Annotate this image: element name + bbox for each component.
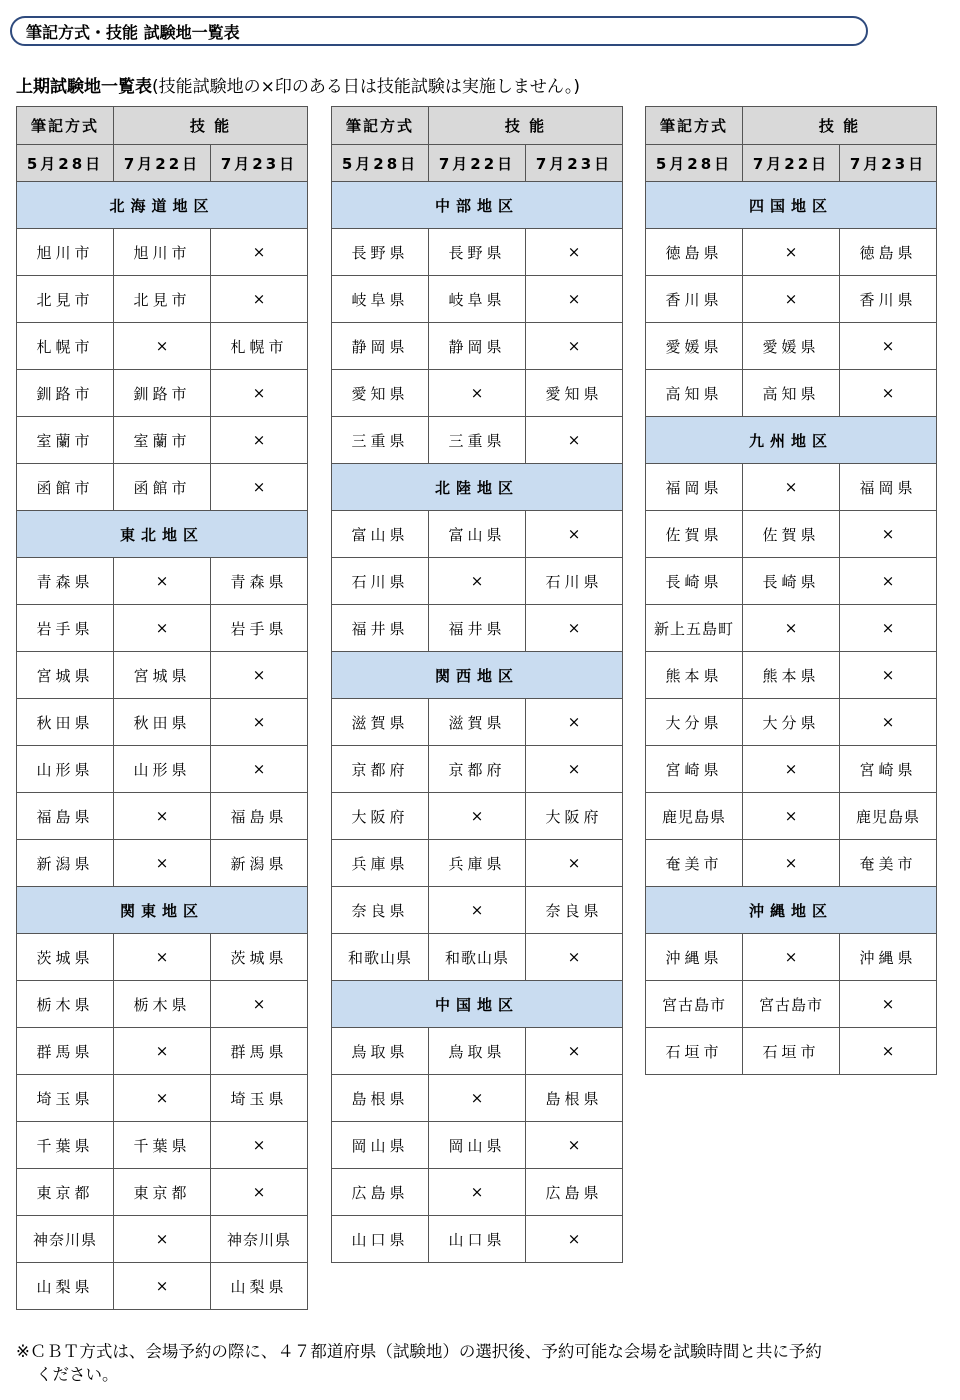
table-row xyxy=(17,699,308,746)
written-method-header: 筆記方式 xyxy=(17,107,114,145)
skill-jul23-cell: × xyxy=(526,934,623,981)
table-row xyxy=(332,511,623,558)
skill-jul22-cell: × xyxy=(114,1028,211,1075)
skill-jul23-cell: × xyxy=(840,511,937,558)
skill-jul22-cell: 岡山県 xyxy=(429,1122,526,1169)
written-venue-cell: 熊本県 xyxy=(646,652,743,699)
table-row xyxy=(332,370,623,417)
skill-jul23-cell: × xyxy=(840,370,937,417)
skill-jul23-cell: 札幌市 xyxy=(211,323,308,370)
skill-jul23-cell: 茨城県 xyxy=(211,934,308,981)
table-row xyxy=(646,558,937,605)
skill-jul23-cell: 埼玉県 xyxy=(211,1075,308,1122)
table-date-row xyxy=(17,145,308,182)
table-row xyxy=(646,323,937,370)
written-venue-cell: 宮古島市 xyxy=(646,981,743,1028)
skill-jul22-cell: × xyxy=(743,276,840,323)
skill-jul22-cell: × xyxy=(429,370,526,417)
skill-header: 技 能 xyxy=(743,107,937,145)
written-venue-cell: 茨城県 xyxy=(17,934,114,981)
written-venue-cell: 山口県 xyxy=(332,1216,429,1263)
skill-jul23-cell: × xyxy=(526,1122,623,1169)
date-header: 7月22日 xyxy=(429,145,526,182)
written-venue-cell: 東京都 xyxy=(17,1169,114,1216)
table-row xyxy=(332,1122,623,1169)
skill-jul23-cell: × xyxy=(211,229,308,276)
written-venue-cell: 鳥取県 xyxy=(332,1028,429,1075)
region-label: 関東地区 xyxy=(17,887,308,934)
skill-jul23-cell: × xyxy=(211,652,308,699)
table-row xyxy=(332,558,623,605)
written-venue-cell: 青森県 xyxy=(17,558,114,605)
region-label: 四国地区 xyxy=(646,182,937,229)
table-header-row xyxy=(17,107,308,145)
skill-jul23-cell: × xyxy=(211,981,308,1028)
written-venue-cell: 兵庫県 xyxy=(332,840,429,887)
skill-jul22-cell: × xyxy=(429,1169,526,1216)
table-row xyxy=(17,746,308,793)
date-header: 7月23日 xyxy=(211,145,308,182)
written-venue-cell: 徳島県 xyxy=(646,229,743,276)
table-row xyxy=(17,370,308,417)
skill-jul22-cell: 静岡県 xyxy=(429,323,526,370)
skill-jul23-cell: × xyxy=(840,558,937,605)
table-row xyxy=(17,229,308,276)
written-venue-cell: 石川県 xyxy=(332,558,429,605)
skill-jul22-cell: × xyxy=(114,840,211,887)
table-row xyxy=(646,1028,937,1075)
skill-jul22-cell: × xyxy=(114,558,211,605)
written-venue-cell: 札幌市 xyxy=(17,323,114,370)
table-row xyxy=(646,511,937,558)
skill-jul22-cell: 宮古島市 xyxy=(743,981,840,1028)
table-row xyxy=(17,1263,308,1310)
written-venue-cell: 島根県 xyxy=(332,1075,429,1122)
region-label: 中部地区 xyxy=(332,182,623,229)
skill-jul22-cell: × xyxy=(743,793,840,840)
skill-jul22-cell: 熊本県 xyxy=(743,652,840,699)
written-venue-cell: 愛媛県 xyxy=(646,323,743,370)
written-venue-cell: 岡山県 xyxy=(332,1122,429,1169)
footnote xyxy=(16,1340,946,1386)
table-header-row xyxy=(332,107,623,145)
written-venue-cell: 釧路市 xyxy=(17,370,114,417)
skill-jul23-cell: × xyxy=(840,605,937,652)
region-label: 関西地区 xyxy=(332,652,623,699)
date-header: 7月22日 xyxy=(743,145,840,182)
table-row xyxy=(17,981,308,1028)
exam-table-left xyxy=(16,106,308,1310)
skill-jul22-cell: × xyxy=(114,793,211,840)
skill-jul22-cell: 旭川市 xyxy=(114,229,211,276)
written-method-header: 筆記方式 xyxy=(646,107,743,145)
table-row xyxy=(332,229,623,276)
table-row xyxy=(332,417,623,464)
skill-jul23-cell: 新潟県 xyxy=(211,840,308,887)
written-venue-cell: 福島県 xyxy=(17,793,114,840)
skill-jul22-cell: 東京都 xyxy=(114,1169,211,1216)
written-venue-cell: 新上五島町 xyxy=(646,605,743,652)
skill-jul22-cell: 山口県 xyxy=(429,1216,526,1263)
skill-jul22-cell: × xyxy=(429,1075,526,1122)
skill-jul23-cell: 群馬県 xyxy=(211,1028,308,1075)
table-row xyxy=(17,323,308,370)
table-row xyxy=(17,1169,308,1216)
skill-jul23-cell: × xyxy=(211,276,308,323)
written-venue-cell: 大阪府 xyxy=(332,793,429,840)
region-row xyxy=(646,887,937,934)
skill-jul23-cell: × xyxy=(526,323,623,370)
written-venue-cell: 大分県 xyxy=(646,699,743,746)
table-row xyxy=(646,370,937,417)
table-row xyxy=(646,229,937,276)
skill-jul22-cell: 宮城県 xyxy=(114,652,211,699)
date-header: 7月23日 xyxy=(526,145,623,182)
footnote-line-1: ※ＣＢＴ方式は、会場予約の際に、４７都道府県（試験地）の選択後、予約可能な会場を試験時間と共に予約 xyxy=(16,1342,822,1361)
table-row xyxy=(646,934,937,981)
table-row xyxy=(17,840,308,887)
skill-jul22-cell: 京都府 xyxy=(429,746,526,793)
skill-jul22-cell: × xyxy=(743,934,840,981)
written-venue-cell: 長野県 xyxy=(332,229,429,276)
skill-jul23-cell: × xyxy=(211,417,308,464)
skill-jul23-cell: 鹿児島県 xyxy=(840,793,937,840)
written-venue-cell: 福岡県 xyxy=(646,464,743,511)
region-label: 中国地区 xyxy=(332,981,623,1028)
skill-jul23-cell: × xyxy=(526,276,623,323)
skill-jul22-cell: 鳥取県 xyxy=(429,1028,526,1075)
written-venue-cell: 奄美市 xyxy=(646,840,743,887)
section-note: (技能試験地の×印のある日は技能試験は実施しません。) xyxy=(152,77,581,97)
written-venue-cell: 奈良県 xyxy=(332,887,429,934)
page-title-box xyxy=(10,16,868,46)
skill-jul22-cell: × xyxy=(429,793,526,840)
skill-jul22-cell: 栃木県 xyxy=(114,981,211,1028)
skill-jul22-cell: 三重県 xyxy=(429,417,526,464)
written-venue-cell: 三重県 xyxy=(332,417,429,464)
exam-table-middle xyxy=(331,106,623,1263)
written-venue-cell: 和歌山県 xyxy=(332,934,429,981)
written-venue-cell: 岐阜県 xyxy=(332,276,429,323)
skill-jul22-cell: 福井県 xyxy=(429,605,526,652)
skill-jul23-cell: × xyxy=(211,1122,308,1169)
skill-jul22-cell: × xyxy=(429,887,526,934)
skill-jul23-cell: × xyxy=(526,1028,623,1075)
skill-jul23-cell: 沖縄県 xyxy=(840,934,937,981)
skill-jul23-cell: 愛知県 xyxy=(526,370,623,417)
written-venue-cell: 愛知県 xyxy=(332,370,429,417)
date-header: 5月28日 xyxy=(17,145,114,182)
skill-jul23-cell: × xyxy=(526,1216,623,1263)
skill-jul23-cell: 香川県 xyxy=(840,276,937,323)
skill-header: 技 能 xyxy=(114,107,308,145)
table-row xyxy=(646,652,937,699)
skill-jul22-cell: 山形県 xyxy=(114,746,211,793)
skill-jul23-cell: 徳島県 xyxy=(840,229,937,276)
table-row xyxy=(646,605,937,652)
skill-jul22-cell: × xyxy=(743,746,840,793)
region-label: 九州地区 xyxy=(646,417,937,464)
skill-jul22-cell: × xyxy=(114,1216,211,1263)
skill-jul23-cell: × xyxy=(211,464,308,511)
skill-jul22-cell: 兵庫県 xyxy=(429,840,526,887)
skill-jul23-cell: × xyxy=(526,511,623,558)
written-method-header: 筆記方式 xyxy=(332,107,429,145)
page-title: 筆記方式・技能 試験地一覧表 xyxy=(26,22,240,42)
skill-jul23-cell: 島根県 xyxy=(526,1075,623,1122)
written-venue-cell: 富山県 xyxy=(332,511,429,558)
skill-jul22-cell: 釧路市 xyxy=(114,370,211,417)
footnote-line-2: ください。 xyxy=(36,1365,119,1384)
region-row xyxy=(17,887,308,934)
region-row xyxy=(17,511,308,558)
written-venue-cell: 函館市 xyxy=(17,464,114,511)
table-row xyxy=(646,464,937,511)
table-row xyxy=(332,1216,623,1263)
skill-jul23-cell: 石川県 xyxy=(526,558,623,605)
skill-jul22-cell: 北見市 xyxy=(114,276,211,323)
skill-jul22-cell: 大分県 xyxy=(743,699,840,746)
skill-jul22-cell: 千葉県 xyxy=(114,1122,211,1169)
region-label: 北陸地区 xyxy=(332,464,623,511)
skill-jul22-cell: × xyxy=(114,1263,211,1310)
skill-jul22-cell: × xyxy=(114,1075,211,1122)
skill-jul22-cell: × xyxy=(429,558,526,605)
table-row xyxy=(332,323,623,370)
skill-jul23-cell: 青森県 xyxy=(211,558,308,605)
written-venue-cell: 群馬県 xyxy=(17,1028,114,1075)
skill-jul23-cell: × xyxy=(211,746,308,793)
skill-jul23-cell: × xyxy=(211,699,308,746)
skill-jul23-cell: 宮崎県 xyxy=(840,746,937,793)
table-row xyxy=(17,605,308,652)
skill-header: 技 能 xyxy=(429,107,623,145)
table-row xyxy=(646,793,937,840)
skill-jul23-cell: × xyxy=(526,699,623,746)
written-venue-cell: 長崎県 xyxy=(646,558,743,605)
date-header: 5月28日 xyxy=(646,145,743,182)
skill-jul23-cell: 大阪府 xyxy=(526,793,623,840)
skill-jul23-cell: × xyxy=(526,229,623,276)
skill-jul23-cell: 奈良県 xyxy=(526,887,623,934)
skill-jul23-cell: × xyxy=(526,840,623,887)
table-row xyxy=(332,934,623,981)
skill-jul22-cell: × xyxy=(743,464,840,511)
skill-jul23-cell: × xyxy=(526,605,623,652)
skill-jul22-cell: 佐賀県 xyxy=(743,511,840,558)
table-date-row xyxy=(332,145,623,182)
date-header: 7月23日 xyxy=(840,145,937,182)
date-header: 5月28日 xyxy=(332,145,429,182)
table-row xyxy=(17,276,308,323)
skill-jul23-cell: 広島県 xyxy=(526,1169,623,1216)
skill-jul23-cell: 神奈川県 xyxy=(211,1216,308,1263)
written-venue-cell: 埼玉県 xyxy=(17,1075,114,1122)
table-row xyxy=(332,276,623,323)
region-label: 東北地区 xyxy=(17,511,308,558)
skill-jul23-cell: × xyxy=(840,981,937,1028)
table-row xyxy=(332,699,623,746)
table-row xyxy=(332,1169,623,1216)
skill-jul23-cell: × xyxy=(211,370,308,417)
written-venue-cell: 宮城県 xyxy=(17,652,114,699)
written-venue-cell: 新潟県 xyxy=(17,840,114,887)
skill-jul23-cell: × xyxy=(840,323,937,370)
skill-jul23-cell: 福島県 xyxy=(211,793,308,840)
written-venue-cell: 沖縄県 xyxy=(646,934,743,981)
written-venue-cell: 佐賀県 xyxy=(646,511,743,558)
table-row xyxy=(17,1122,308,1169)
skill-jul23-cell: 岩手県 xyxy=(211,605,308,652)
skill-jul22-cell: × xyxy=(743,840,840,887)
region-row xyxy=(646,417,937,464)
skill-jul22-cell: × xyxy=(114,605,211,652)
table-row xyxy=(17,793,308,840)
section-title: 上期試験地一覧表 xyxy=(16,77,152,97)
table-row xyxy=(332,1075,623,1122)
written-venue-cell: 京都府 xyxy=(332,746,429,793)
written-venue-cell: 秋田県 xyxy=(17,699,114,746)
exam-table-right xyxy=(645,106,937,1075)
table-row xyxy=(646,746,937,793)
written-venue-cell: 宮崎県 xyxy=(646,746,743,793)
skill-jul22-cell: × xyxy=(743,605,840,652)
skill-jul23-cell: × xyxy=(840,652,937,699)
written-venue-cell: 静岡県 xyxy=(332,323,429,370)
written-venue-cell: 室蘭市 xyxy=(17,417,114,464)
table-row xyxy=(17,1216,308,1263)
table-header-row xyxy=(646,107,937,145)
skill-jul22-cell: 岐阜県 xyxy=(429,276,526,323)
table-row xyxy=(332,793,623,840)
region-row xyxy=(332,981,623,1028)
table-row xyxy=(17,464,308,511)
written-venue-cell: 千葉県 xyxy=(17,1122,114,1169)
region-row xyxy=(332,182,623,229)
region-row xyxy=(646,182,937,229)
written-venue-cell: 福井県 xyxy=(332,605,429,652)
skill-jul23-cell: 奄美市 xyxy=(840,840,937,887)
table-row xyxy=(332,746,623,793)
written-venue-cell: 高知県 xyxy=(646,370,743,417)
skill-jul22-cell: × xyxy=(114,934,211,981)
skill-jul22-cell: 和歌山県 xyxy=(429,934,526,981)
skill-jul23-cell: × xyxy=(211,1169,308,1216)
table-row xyxy=(646,981,937,1028)
written-venue-cell: 北見市 xyxy=(17,276,114,323)
written-venue-cell: 神奈川県 xyxy=(17,1216,114,1263)
table-row xyxy=(17,934,308,981)
region-row xyxy=(332,652,623,699)
written-venue-cell: 鹿児島県 xyxy=(646,793,743,840)
skill-jul22-cell: 長崎県 xyxy=(743,558,840,605)
skill-jul22-cell: 秋田県 xyxy=(114,699,211,746)
skill-jul22-cell: 滋賀県 xyxy=(429,699,526,746)
skill-jul22-cell: 富山県 xyxy=(429,511,526,558)
table-row xyxy=(17,1075,308,1122)
table-row xyxy=(17,1028,308,1075)
written-venue-cell: 山梨県 xyxy=(17,1263,114,1310)
date-header: 7月22日 xyxy=(114,145,211,182)
region-row xyxy=(17,182,308,229)
table-date-row xyxy=(646,145,937,182)
region-row xyxy=(332,464,623,511)
table-row xyxy=(646,699,937,746)
skill-jul22-cell: 函館市 xyxy=(114,464,211,511)
written-venue-cell: 香川県 xyxy=(646,276,743,323)
skill-jul22-cell: × xyxy=(114,323,211,370)
skill-jul22-cell: 長野県 xyxy=(429,229,526,276)
skill-jul22-cell: 石垣市 xyxy=(743,1028,840,1075)
written-venue-cell: 岩手県 xyxy=(17,605,114,652)
skill-jul22-cell: × xyxy=(743,229,840,276)
skill-jul23-cell: × xyxy=(840,1028,937,1075)
table-row xyxy=(646,840,937,887)
skill-jul22-cell: 室蘭市 xyxy=(114,417,211,464)
skill-jul23-cell: × xyxy=(526,417,623,464)
skill-jul22-cell: 高知県 xyxy=(743,370,840,417)
skill-jul23-cell: × xyxy=(526,746,623,793)
table-row xyxy=(17,558,308,605)
table-row xyxy=(332,840,623,887)
table-row xyxy=(17,417,308,464)
table-row xyxy=(332,887,623,934)
region-label: 北海道地区 xyxy=(17,182,308,229)
region-label: 沖縄地区 xyxy=(646,887,937,934)
written-venue-cell: 山形県 xyxy=(17,746,114,793)
written-venue-cell: 石垣市 xyxy=(646,1028,743,1075)
table-row xyxy=(332,605,623,652)
table-row xyxy=(17,652,308,699)
skill-jul23-cell: 福岡県 xyxy=(840,464,937,511)
written-venue-cell: 栃木県 xyxy=(17,981,114,1028)
written-venue-cell: 滋賀県 xyxy=(332,699,429,746)
section-subtitle xyxy=(16,72,580,97)
skill-jul23-cell: 山梨県 xyxy=(211,1263,308,1310)
skill-jul22-cell: 愛媛県 xyxy=(743,323,840,370)
table-row xyxy=(646,276,937,323)
skill-jul23-cell: × xyxy=(840,699,937,746)
table-row xyxy=(332,1028,623,1075)
written-venue-cell: 旭川市 xyxy=(17,229,114,276)
written-venue-cell: 広島県 xyxy=(332,1169,429,1216)
